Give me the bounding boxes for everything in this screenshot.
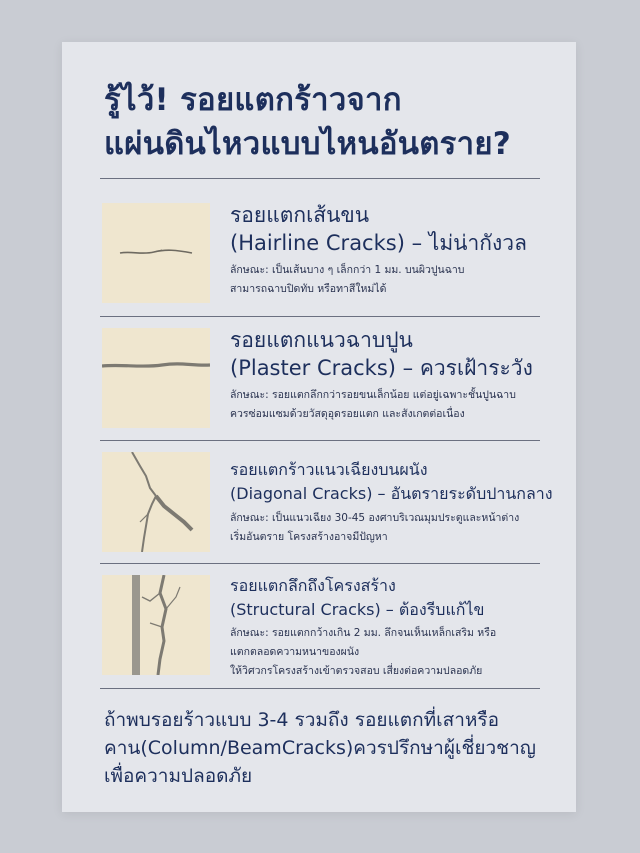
item-title-th: รอยแตกร้าวแนวเฉียงบนผนัง xyxy=(230,460,428,479)
desc-line: สามารถฉาบปิดทับ หรือทาสีใหม่ได้ xyxy=(230,283,387,295)
desc-line: เริ่มอันตราย โครงสร้างอาจมีปัญหา xyxy=(230,531,388,543)
item-desc-hairline xyxy=(230,261,550,299)
item-desc-plaster xyxy=(230,386,550,424)
desc-line: ลักษณะ: เป็นเส้นบาง ๆ เล็กกว่า 1 มม. บนผิวปูนฉาบ xyxy=(230,264,465,276)
item-title-hairline xyxy=(230,201,560,257)
structural-crack-icon xyxy=(102,575,210,675)
diagonal-crack-icon xyxy=(102,452,210,552)
item-title-en: (Diagonal Cracks) – อันตรายระดับปานกลาง xyxy=(230,484,553,503)
footer-line-3: เพื่อความปลอดภัย xyxy=(104,765,253,787)
item-desc-diagonal xyxy=(230,509,550,547)
divider xyxy=(100,440,540,441)
item-title-th: รอยแตกเส้นขน xyxy=(230,203,370,227)
desc-line: ลักษณะ: เป็นแนวเฉียง 30-45 องศาบริเวณมุมประตูและหน้าต่าง xyxy=(230,512,520,524)
desc-line: ให้วิศวกรโครงสร้างเข้าตรวจสอบ เสี่ยงต่อความปลอดภัย xyxy=(230,665,483,677)
divider xyxy=(100,178,540,179)
item-title-plaster xyxy=(230,326,560,382)
footer-line-2: คาน(Column/BeamCracks)ควรปรึกษาผู้เชี่ยวชาญ xyxy=(104,737,536,759)
item-title-en: (Structural Cracks) – ต้องรีบแก้ไข xyxy=(230,600,485,619)
footer-note xyxy=(104,706,544,790)
item-title-structural xyxy=(230,574,560,622)
title-line-1: รู้ไว้! รอยแตกร้าวจาก xyxy=(104,82,402,118)
item-desc-structural xyxy=(230,624,550,681)
footer-line-1: ถ้าพบรอยร้าวแบบ 3-4 รวมถึง รอยแตกที่เสาหรือ xyxy=(104,709,500,731)
desc-line: ลักษณะ: รอยแตกกว้างเกิน 2 มม. ลึกจนเห็นเหล็กเสริม หรือ xyxy=(230,627,497,639)
desc-line: ควรซ่อมแซมด้วยวัสดุอุดรอยแตก และสังเกตต่อเนื่อง xyxy=(230,408,465,420)
item-title-th: รอยแตกแนวฉาบปูน xyxy=(230,328,413,352)
item-title-th: รอยแตกลึกถึงโครงสร้าง xyxy=(230,576,396,595)
item-title-en: (Hairline Cracks) – ไม่น่ากังวล xyxy=(230,231,527,255)
title-line-2: แผ่นดินไหวแบบไหนอันตราย? xyxy=(104,126,512,162)
item-title-diagonal xyxy=(230,458,560,506)
page-title xyxy=(104,78,564,166)
plaster-crack-icon xyxy=(102,328,210,428)
divider xyxy=(100,316,540,317)
divider xyxy=(100,563,540,564)
divider xyxy=(100,688,540,689)
hairline-crack-icon xyxy=(102,203,210,303)
desc-line: แตกตลอดความหนาของผนัง xyxy=(230,646,360,658)
item-title-en: (Plaster Cracks) – ควรเฝ้าระวัง xyxy=(230,356,533,380)
desc-line: ลักษณะ: รอยแตกลึกกว่ารอยขนเล็กน้อย แต่อยู่เฉพาะชั้นปูนฉาบ xyxy=(230,389,516,401)
